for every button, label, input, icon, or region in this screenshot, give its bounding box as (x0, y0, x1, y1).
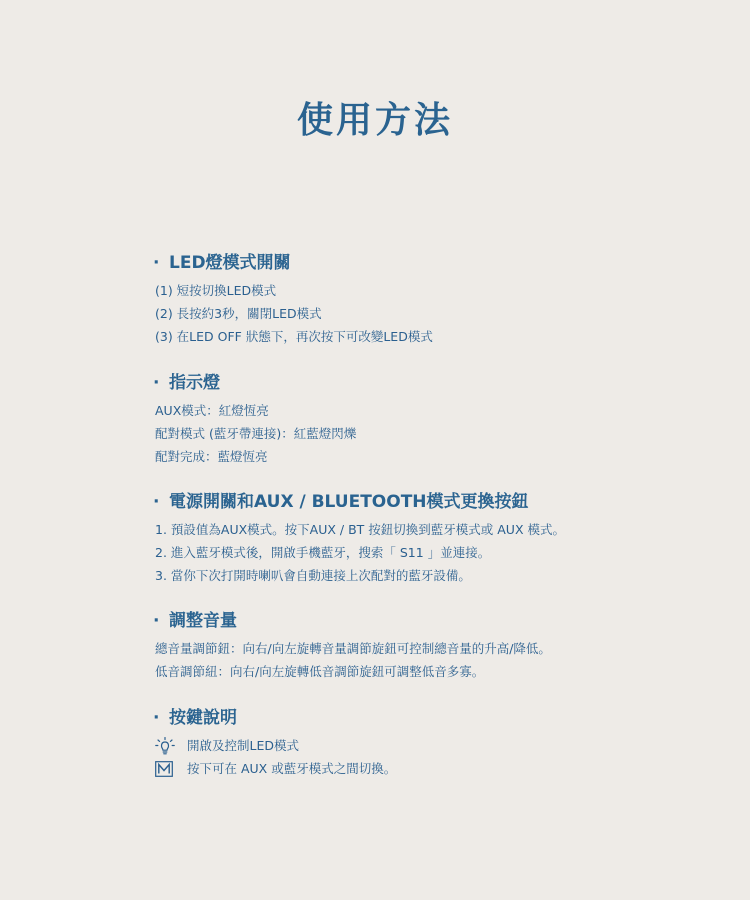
led-line-1: (1) 短按切換LED模式 (155, 283, 277, 298)
section-keys (155, 706, 715, 780)
section-heading-led (153, 251, 715, 275)
section-volume (155, 609, 715, 683)
key-item-mode (155, 757, 715, 780)
light-bulb-icon (155, 737, 179, 755)
key-item-led (155, 734, 715, 757)
key-item-led-text: 開啟及控制LED模式 (187, 738, 299, 753)
section-indicator (155, 371, 715, 468)
section-power (155, 490, 715, 587)
power-line-1: 1. 預設值為AUX模式。按下AUX / BT 按鈕切換到藍牙模式或 AUX 模式。 (155, 522, 565, 537)
indicator-line-2: 配對模式 (藍牙帶連接)：紅藍燈閃爍 (155, 426, 357, 441)
bullet: · (153, 373, 160, 393)
bullet: · (153, 492, 160, 512)
volume-line-1: 總音量調節鈕：向右/向左旋轉音量調節旋鈕可控制總音量的升高/降低。 (155, 641, 551, 656)
led-line-3: (3) 在LED OFF 狀態下，再次按下可改變LED模式 (155, 329, 433, 344)
section-heading-indicator (153, 371, 715, 395)
heading-text: 按鍵說明 (169, 708, 237, 728)
power-line-2: 2. 進入藍牙模式後，開啟手機藍牙，搜索「 S11 」並連接。 (155, 545, 491, 560)
indicator-line-1: AUX模式：紅燈恆亮 (155, 403, 269, 418)
section-heading-power (153, 490, 715, 514)
page-title: 使用方法 (296, 100, 453, 141)
led-line-2: (2) 長按約3秒，關閉LED模式 (155, 306, 322, 321)
volume-line-2: 低音調節紐：向右/向左旋轉低音調節旋鈕可調整低音多寡。 (155, 664, 485, 679)
indicator-line-3: 配對完成：藍燈恆亮 (155, 449, 268, 464)
heading-text: 調整音量 (169, 611, 237, 631)
section-heading-keys (153, 706, 715, 730)
heading-text: LED燈模式開關 (169, 253, 291, 273)
section-led (155, 251, 715, 348)
key-item-mode-text: 按下可在 AUX 或藍牙模式之間切換。 (187, 761, 397, 776)
bullet: · (153, 253, 160, 273)
heading-text: 指示燈 (169, 373, 220, 393)
bullet: · (153, 611, 160, 631)
heading-text: 電源開關和AUX / BLUETOOTH模式更換按鈕 (169, 492, 529, 512)
mode-m-icon (155, 760, 179, 778)
bullet: · (153, 708, 160, 728)
power-line-3: 3. 當你下次打開時喇叭會自動連接上次配對的藍牙設備。 (155, 568, 471, 583)
section-heading-volume (153, 609, 715, 633)
